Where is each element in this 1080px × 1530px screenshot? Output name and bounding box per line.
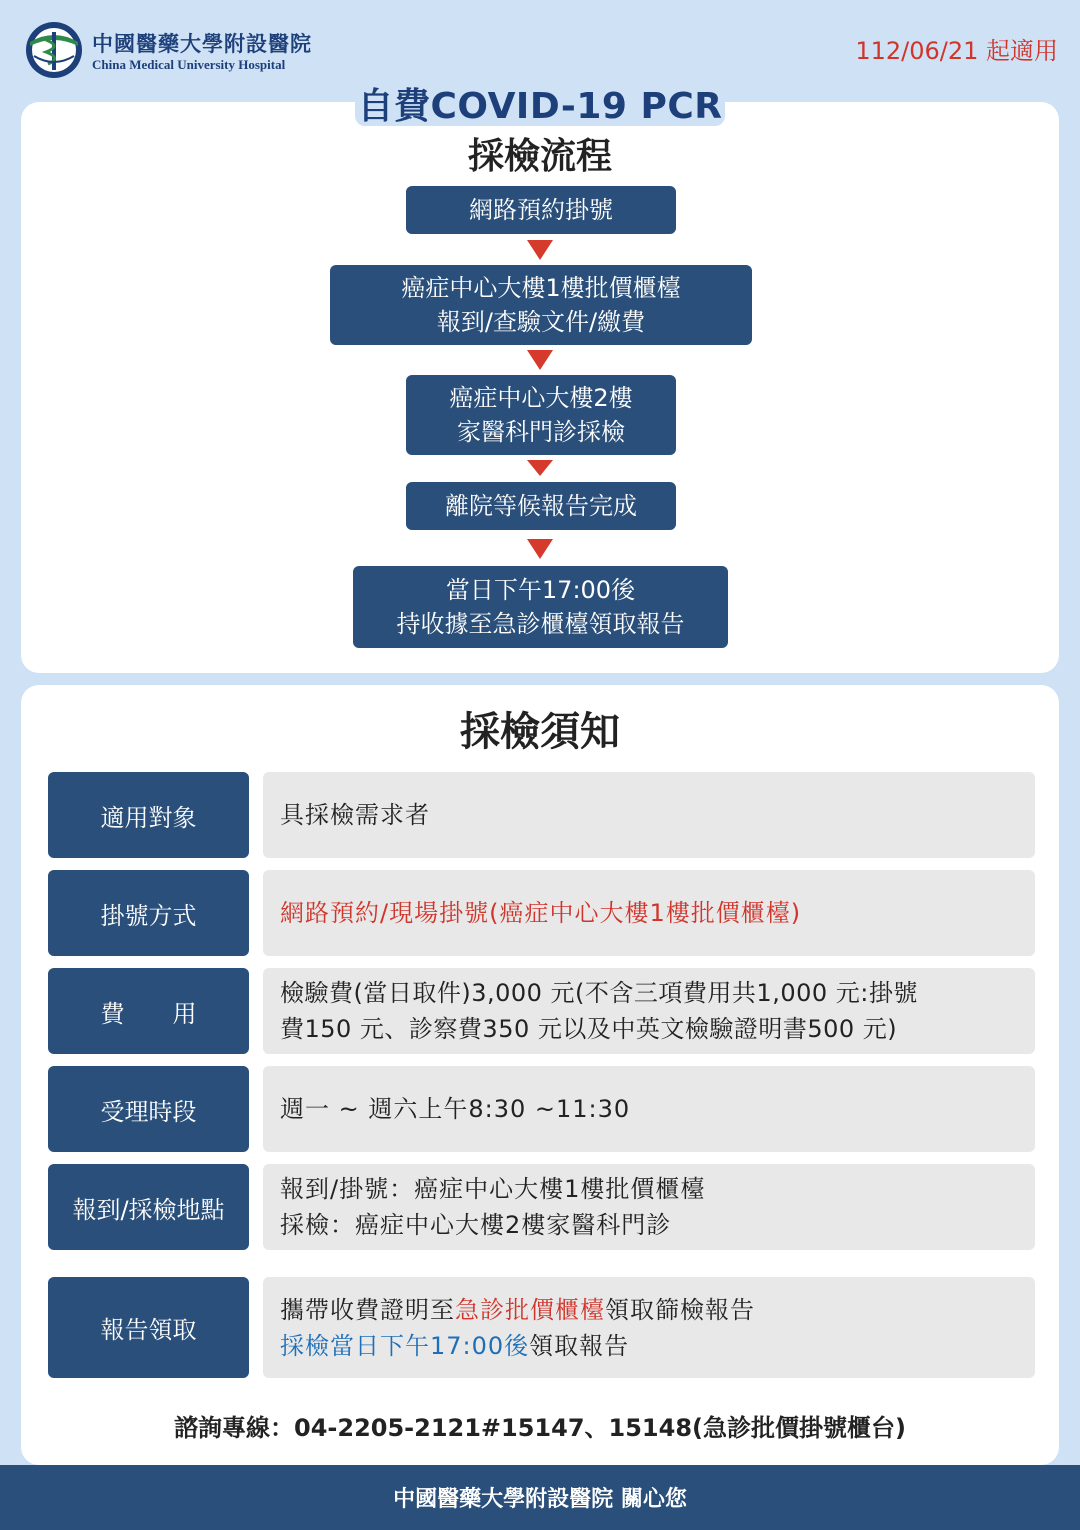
flow-step-5-line2: 持收據至急診櫃檯領取報告: [396, 610, 685, 638]
page-header: [0, 0, 1080, 80]
row-value-report-highlight-counter: 急診批價櫃檯: [455, 1295, 605, 1324]
row-label-report: 報告領取: [48, 1277, 249, 1378]
notice-title: 採檢須知: [460, 709, 620, 755]
flow-arrow-3: [527, 460, 553, 476]
row-value-location: [263, 1164, 1035, 1250]
flow-arrow-1: [527, 240, 553, 260]
page-title: 自費COVID-19 PCR: [357, 86, 723, 127]
row-value-target: [263, 772, 1035, 858]
row-value-target-text: 具採檢需求者: [280, 801, 430, 829]
row-value-report-text-c: 領取報告: [529, 1331, 630, 1360]
flow-step-5: [353, 566, 728, 648]
row-value-report-highlight-time: 採檢當日下午17:00後: [280, 1331, 530, 1360]
flow-step-1: [406, 186, 676, 234]
row-value-hours-text: 週一 ~ 週六上午8:30 ~11:30: [280, 1095, 631, 1123]
hospital-name-en: China Medical University Hospital: [92, 57, 286, 72]
row-label-location: 報到/採檢地點: [48, 1164, 249, 1250]
footer-banner: [0, 1465, 1080, 1530]
row-value-location-line2: 採檢：癌症中心大樓2樓家醫科門診: [280, 1211, 672, 1239]
row-value-registration-text: 網路預約/現場掛號(癌症中心大樓1樓批價櫃檯): [280, 899, 802, 927]
row-value-report-text-a: 攜帶收費證明至: [280, 1295, 455, 1324]
flow-step-2-line1: 癌症中心大樓1樓批價櫃檯: [401, 274, 681, 302]
row-label-hours: 受理時段: [48, 1066, 249, 1152]
flow-step-4-line1: 離院等候報告完成: [445, 492, 637, 520]
footer-text: 中國醫藥大學附設醫院 關心您: [393, 1487, 687, 1512]
flow-step-3: [406, 375, 676, 455]
row-label-fee: 費 用: [48, 968, 249, 1054]
row-value-report: [263, 1277, 1035, 1378]
row-value-hours: [263, 1066, 1035, 1152]
flow-arrow-4: [527, 539, 553, 559]
row-label-registration: 掛號方式: [48, 870, 249, 956]
row-value-location-line1: 報到/掛號：癌症中心大樓1樓批價櫃檯: [280, 1175, 706, 1203]
flow-step-4: [406, 482, 676, 530]
effective-date: 112/06/21 起適用: [855, 37, 1058, 65]
row-value-fee-line2: 費150 元、診察費350 元以及中英文檢驗證明書500 元): [280, 1015, 898, 1043]
row-label-target: 適用對象: [48, 772, 249, 858]
row-value-fee: [263, 968, 1035, 1054]
hotline: 諮詢專線：04-2205-2121#15147、15148(急診批價掛號櫃台): [174, 1414, 906, 1442]
hospital-name-zh: 中國醫藥大學附設醫院: [92, 31, 312, 56]
flow-step-3-line1: 癌症中心大樓2樓: [449, 384, 633, 412]
page-subtitle: 採檢流程: [467, 136, 612, 177]
row-value-fee-line1: 檢驗費(當日取件)3,000 元(不含三項費用共1,000 元:掛號: [280, 979, 918, 1007]
flow-step-2: [330, 265, 752, 345]
flow-step-5-line1: 當日下午17:00後: [445, 576, 636, 604]
flow-step-2-line2: 報到/查驗文件/繳費: [436, 308, 646, 336]
flow-arrow-2: [527, 350, 553, 370]
row-value-registration: [263, 870, 1035, 956]
hospital-emblem-icon: [24, 20, 84, 80]
row-value-report-text-b: 領取篩檢報告: [605, 1295, 755, 1324]
flow-step-1-line1: 網路預約掛號: [469, 196, 613, 224]
flow-step-3-line2: 家醫科門診採檢: [457, 418, 625, 446]
